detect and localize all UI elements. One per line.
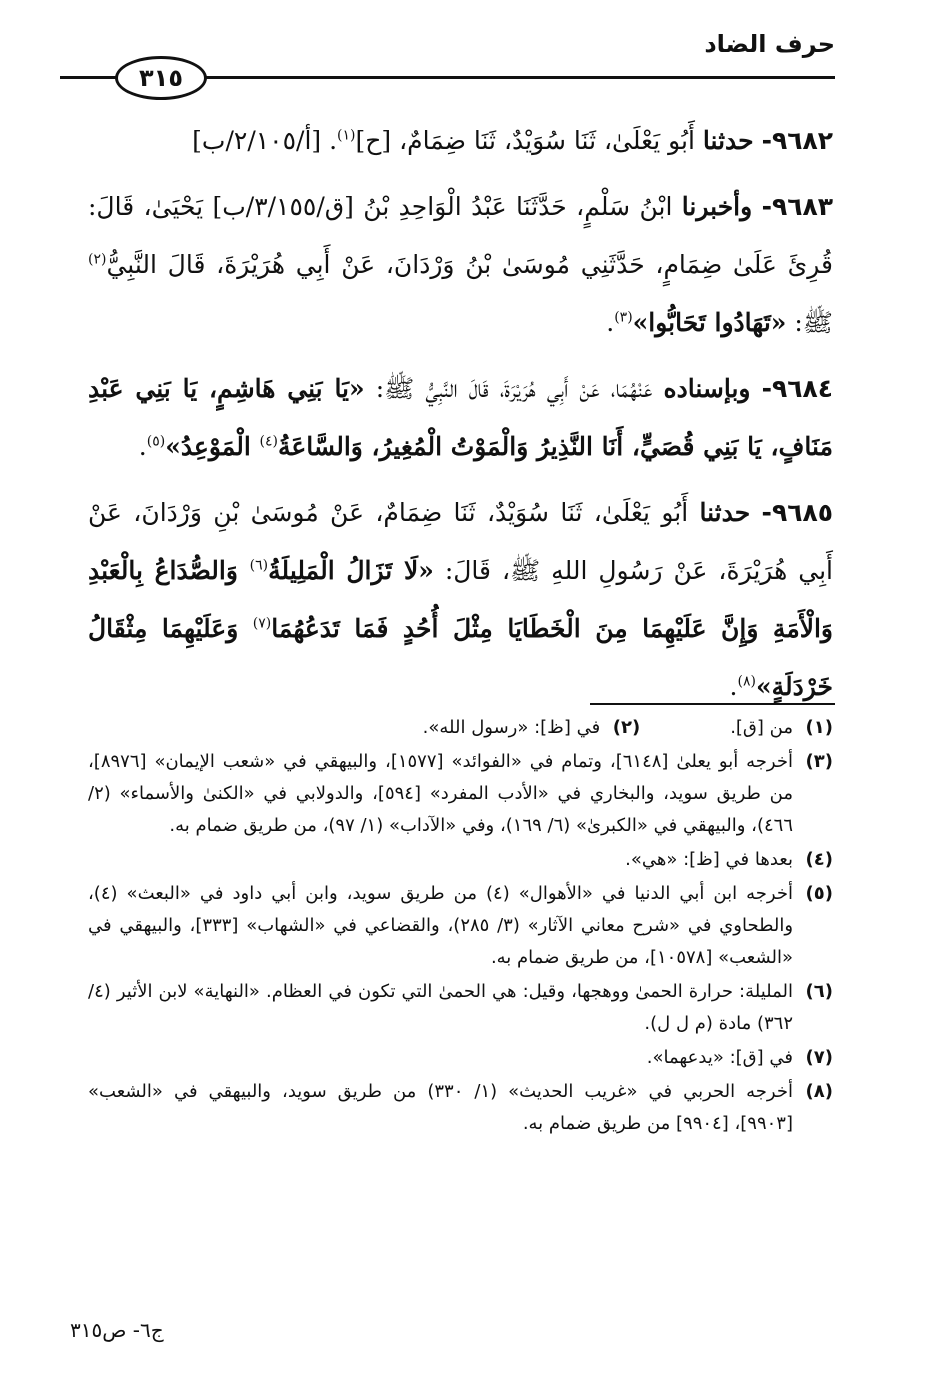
footnote-7: [88, 1042, 833, 1074]
entry-tail: .: [606, 308, 615, 337]
entry-tail: .: [729, 672, 738, 701]
hadith-quote: «لَا تَزَالُ الْمَلِيلَةُ: [268, 556, 434, 585]
footnote-rule: [590, 703, 835, 705]
footnote-ref: (٦): [249, 557, 269, 574]
entry-tail: . [أ/٢/١٠٥/ب]: [192, 126, 338, 155]
entry-number: ٩٦٨٥-: [761, 498, 833, 527]
hadith-entry-9683: [88, 178, 833, 352]
entry-text: عَنْهُمَا، عَنْ أَبِي هُرَيْرَةَ، قَالَ النَّبِيُّ ﷺ:: [364, 374, 664, 403]
main-text: [88, 112, 833, 724]
footnote-text: في [ظ]: «رسول الله».: [422, 717, 601, 738]
entry-keyword: حدثنا: [699, 498, 751, 527]
entry-text-mid: ﷺ:: [786, 308, 833, 337]
footnote-number: (٦): [805, 981, 833, 1002]
entry-number: ٩٦٨٢-: [761, 126, 833, 155]
footnote-number: (٧): [805, 1047, 833, 1068]
hadith-quote-cont: الْمَوْعِدُ»: [165, 432, 260, 461]
footnote-ref: (٨): [737, 673, 756, 690]
entry-keyword: حدثنا: [702, 126, 754, 155]
entry-keyword: وأخبرنا: [681, 192, 753, 221]
footnote-number: (٢): [612, 717, 641, 738]
footnote-number: (١): [805, 717, 833, 738]
footnote-5: [88, 878, 833, 974]
hadith-entry-9682: [88, 112, 833, 170]
hadith-quote-cont: وَالصُّدَاعُ بِالْعَبْدِ وَالْأَمَةِ وَإِنَّ عَلَيْهِمَا مِنَ الْخَطَايَا مِثْلَ أُحُدٍ فَمَا تَدَعُهُمَا: [88, 556, 833, 643]
entry-number: ٩٦٨٣-: [761, 192, 833, 221]
hadith-entry-9684: [88, 360, 833, 476]
entry-number: ٩٦٨٤-: [761, 374, 833, 403]
footnote-text: في [ق]: «يدعهما».: [646, 1047, 793, 1068]
footnotes: [88, 712, 833, 1142]
entry-tail: .: [138, 432, 147, 461]
footnote-8: [88, 1076, 833, 1140]
footnote-text: أخرجه الحربي في «غريب الحديث» (١/ ٣٣٠) من طريق سويد، والبيهقي في «الشعب» [٩٩٠٣]، [٩٩٠٤] من طريق ضمام به.: [88, 1081, 793, 1134]
folio-reference: ج٦- ص٣١٥: [70, 1318, 164, 1342]
entry-text: ابْنُ سَلْمٍ، حَدَّثَنَا عَبْدُ الْوَاحِدِ بْنُ [ق/٣/١٥٥/ب] يَحْيَىٰ، قَالَ: قُرِئَ عَلَىٰ ضِمَامٍ، حَدَّثَنِي مُوسَىٰ بْنُ وَرْدَانَ، عَنْ أَبِي هُرَيْرَةَ، قَالَ النَّبِيُّ: [88, 192, 833, 279]
footnote-1: [730, 712, 833, 744]
footnote-ref: (٣): [614, 309, 633, 326]
footnote-3: [88, 746, 833, 842]
footnote-6: [88, 976, 833, 1040]
page-header: [60, 28, 835, 98]
footnote-number: (٥): [805, 883, 833, 904]
hadith-quote: «تَهَادُوا تَحَابُّوا»: [632, 308, 787, 337]
footnote-ref: (١): [337, 127, 356, 144]
entry-text: أَبُو يَعْلَىٰ، ثَنَا سُوَيْدٌ، ثَنَا ضِمَامٌ، [ح]: [355, 126, 703, 155]
footnote-number: (٨): [805, 1081, 833, 1102]
footnote-text: أخرجه ابن أبي الدنيا في «الأهوال» (٤) من طريق سويد، وابن أبي داود في «البعث» (٤)، والطحاوي في «شرح معاني الآثار» (٣/ ٢٨٥)، والقضاعي في «الشهاب» [٣٣٣]، والبيهقي في «الشعب» [١٠٥٧٨]، من طريق ضمام به.: [88, 883, 794, 968]
footnote-ref: (٢): [88, 251, 107, 268]
page-number-badge: ٣١٥: [115, 56, 207, 100]
footnote-2: [423, 712, 641, 744]
footnote-row: [88, 712, 833, 744]
footnote-text: أخرجه أبو يعلىٰ [٦١٤٨]، وتمام في «الفوائد» [١٥٧٧]، والبيهقي في «شعب الإيمان» [٨٩٧٦]، من طريق سويد، والبخاري في «الأدب المفرد» [٥٩٤]، والدولابي في «الكنىٰ والأسماء» (٢/ ٤٦٦)، والبيهقي في «الكبرىٰ» (٦/ ١٦٩)، وفي «الآداب» (١/ ٩٧)، من طريق ضمام به.: [88, 751, 793, 836]
entry-keyword: وبإسناده: [663, 374, 751, 403]
footnote-text: بعدها في [ظ]: «هي».: [625, 849, 793, 870]
footnote-number: (٤): [805, 849, 833, 870]
hadith-quote-cont: وَعَلَيْهِمَا مِثْقَالُ خَرْدَلَةٍ»: [88, 614, 833, 701]
footnote-text: من [ق].: [730, 717, 793, 738]
hadith-quote: «يَا بَنِي هَاشِمٍ، يَا بَنِي عَبْدِ مَنَافٍ، يَا بَنِي قُصَيٍّ، أَنَا النَّذِيرُ وَالْمَوْتُ الْمُغِيرُ، وَالسَّاعَةُ: [88, 374, 833, 461]
chapter-title: حرف الضاد: [704, 30, 835, 58]
entry-text: أَبُو يَعْلَىٰ، ثَنَا سُوَيْدٌ، ثَنَا ضِمَامٌ، عَنْ مُوسَىٰ بْنِ وَرْدَانَ، عَنْ أَبِي هُرَيْرَةَ، عَنْ رَسُولِ اللهِ ﷺ، قَالَ:: [88, 498, 833, 585]
hadith-entry-9685: [88, 484, 833, 716]
footnote-number: (٣): [805, 751, 833, 772]
footnote-text: المليلة: حرارة الحمىٰ ووهجها، وقيل: هي الحمىٰ التي تكون في العظام. «النهاية» لابن الأثير (٤/ ٣٦٢) مادة (م ل ل).: [88, 981, 793, 1034]
footnote-ref: (٧): [252, 615, 272, 632]
footnote-ref: (٤): [259, 433, 278, 450]
footnote-4: [88, 844, 833, 876]
footnote-ref: (٥): [146, 433, 166, 450]
